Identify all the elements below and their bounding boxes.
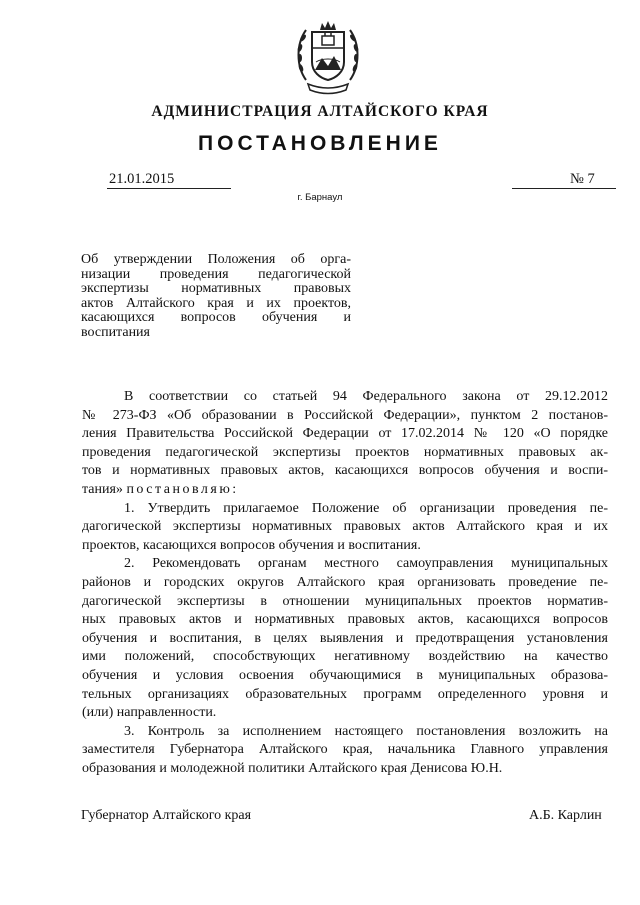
document-type-title: ПОСТАНОВЛЕНИЕ bbox=[198, 132, 442, 155]
document-number-field bbox=[512, 171, 616, 189]
body-line: ления Правительства Российской Федерации от 17.02.2014 № 120 «О порядке bbox=[82, 426, 608, 442]
coat-of-arms-icon bbox=[294, 18, 362, 98]
signatory-name: А.Б. Карлин bbox=[529, 808, 602, 823]
body-line: проектов, касающихся вопросов обучения и воспитания. bbox=[82, 537, 421, 553]
subject-line: низации проведения педагогической bbox=[81, 266, 351, 282]
body-line: 3. Контроль за исполнением настоящего постановления возложить на bbox=[124, 723, 608, 739]
body-line: дагогической экспертизы в отношении муниципальных проектов норматив- bbox=[82, 593, 608, 609]
body-line: 1. Утвердить прилагаемое Положение об организации проведения пе- bbox=[124, 500, 608, 516]
body-line: В соответствии со статьей 94 Федерального закона от 29.12.2012 bbox=[124, 389, 608, 404]
document-subject bbox=[81, 253, 351, 341]
body-line: районов и городских округов Алтайского края организовать проведение пе- bbox=[82, 574, 608, 590]
organization-title: АДМИНИСТРАЦИЯ АЛТАЙСКОГО КРАЯ bbox=[151, 103, 489, 120]
resolution-word: постановляю: bbox=[126, 481, 239, 497]
subject-line: воспитания bbox=[81, 324, 150, 340]
document-date: 21.01.2015 bbox=[107, 171, 231, 189]
subject-line: экспертизы нормативных правовых bbox=[81, 281, 351, 297]
body-line: тов и нормативных правовых актов, касающихся вопросов обучения и воспи- bbox=[82, 463, 608, 479]
body-line: проведения педагогической экспертизы проектов нормативных правовых ак- bbox=[82, 444, 608, 460]
body-text: тания» bbox=[82, 481, 123, 497]
body-line: заместителя Губернатора Алтайского края, начальника Главного управления bbox=[82, 742, 608, 758]
document-body bbox=[82, 388, 608, 778]
subject-line: касающихся вопросов обучения и bbox=[81, 310, 351, 326]
body-line: ных правовых актов и нормативных правовых актов, касающихся вопросов bbox=[82, 612, 608, 628]
subject-line: актов Алтайского края и их проектов, bbox=[81, 295, 351, 311]
body-line: (или) направленности. bbox=[82, 705, 217, 721]
signatory-position: Губернатор Алтайского края bbox=[81, 808, 252, 823]
document-place: г. Барнаул bbox=[297, 192, 343, 203]
body-line: тельных организациях образовательных программ определенного уровня и bbox=[82, 686, 608, 702]
body-line: образования и молодежной политики Алтайского края Денисова Ю.Н. bbox=[82, 760, 503, 776]
body-line: обучения и условия освоения обучающимися в муниципальных образова- bbox=[82, 667, 608, 683]
body-line: дагогической экспертизы нормативных правовых актов Алтайского края и их bbox=[82, 519, 608, 535]
body-line: № 273-ФЗ «Об образовании в Российской Федерации», пунктом 2 постанов- bbox=[82, 407, 608, 423]
body-line bbox=[82, 481, 608, 500]
body-line: ими положений, способствующих негативному воздействию на качество bbox=[82, 649, 608, 665]
body-line: обучения и воспитания, в целях выявления и предотвращения установления bbox=[82, 630, 608, 646]
document-number: № 7 bbox=[570, 171, 595, 187]
subject-line: Об утверждении Положения об орга- bbox=[81, 252, 351, 267]
body-line: 2. Рекомендовать органам местного самоуправления муниципальных bbox=[124, 556, 608, 572]
